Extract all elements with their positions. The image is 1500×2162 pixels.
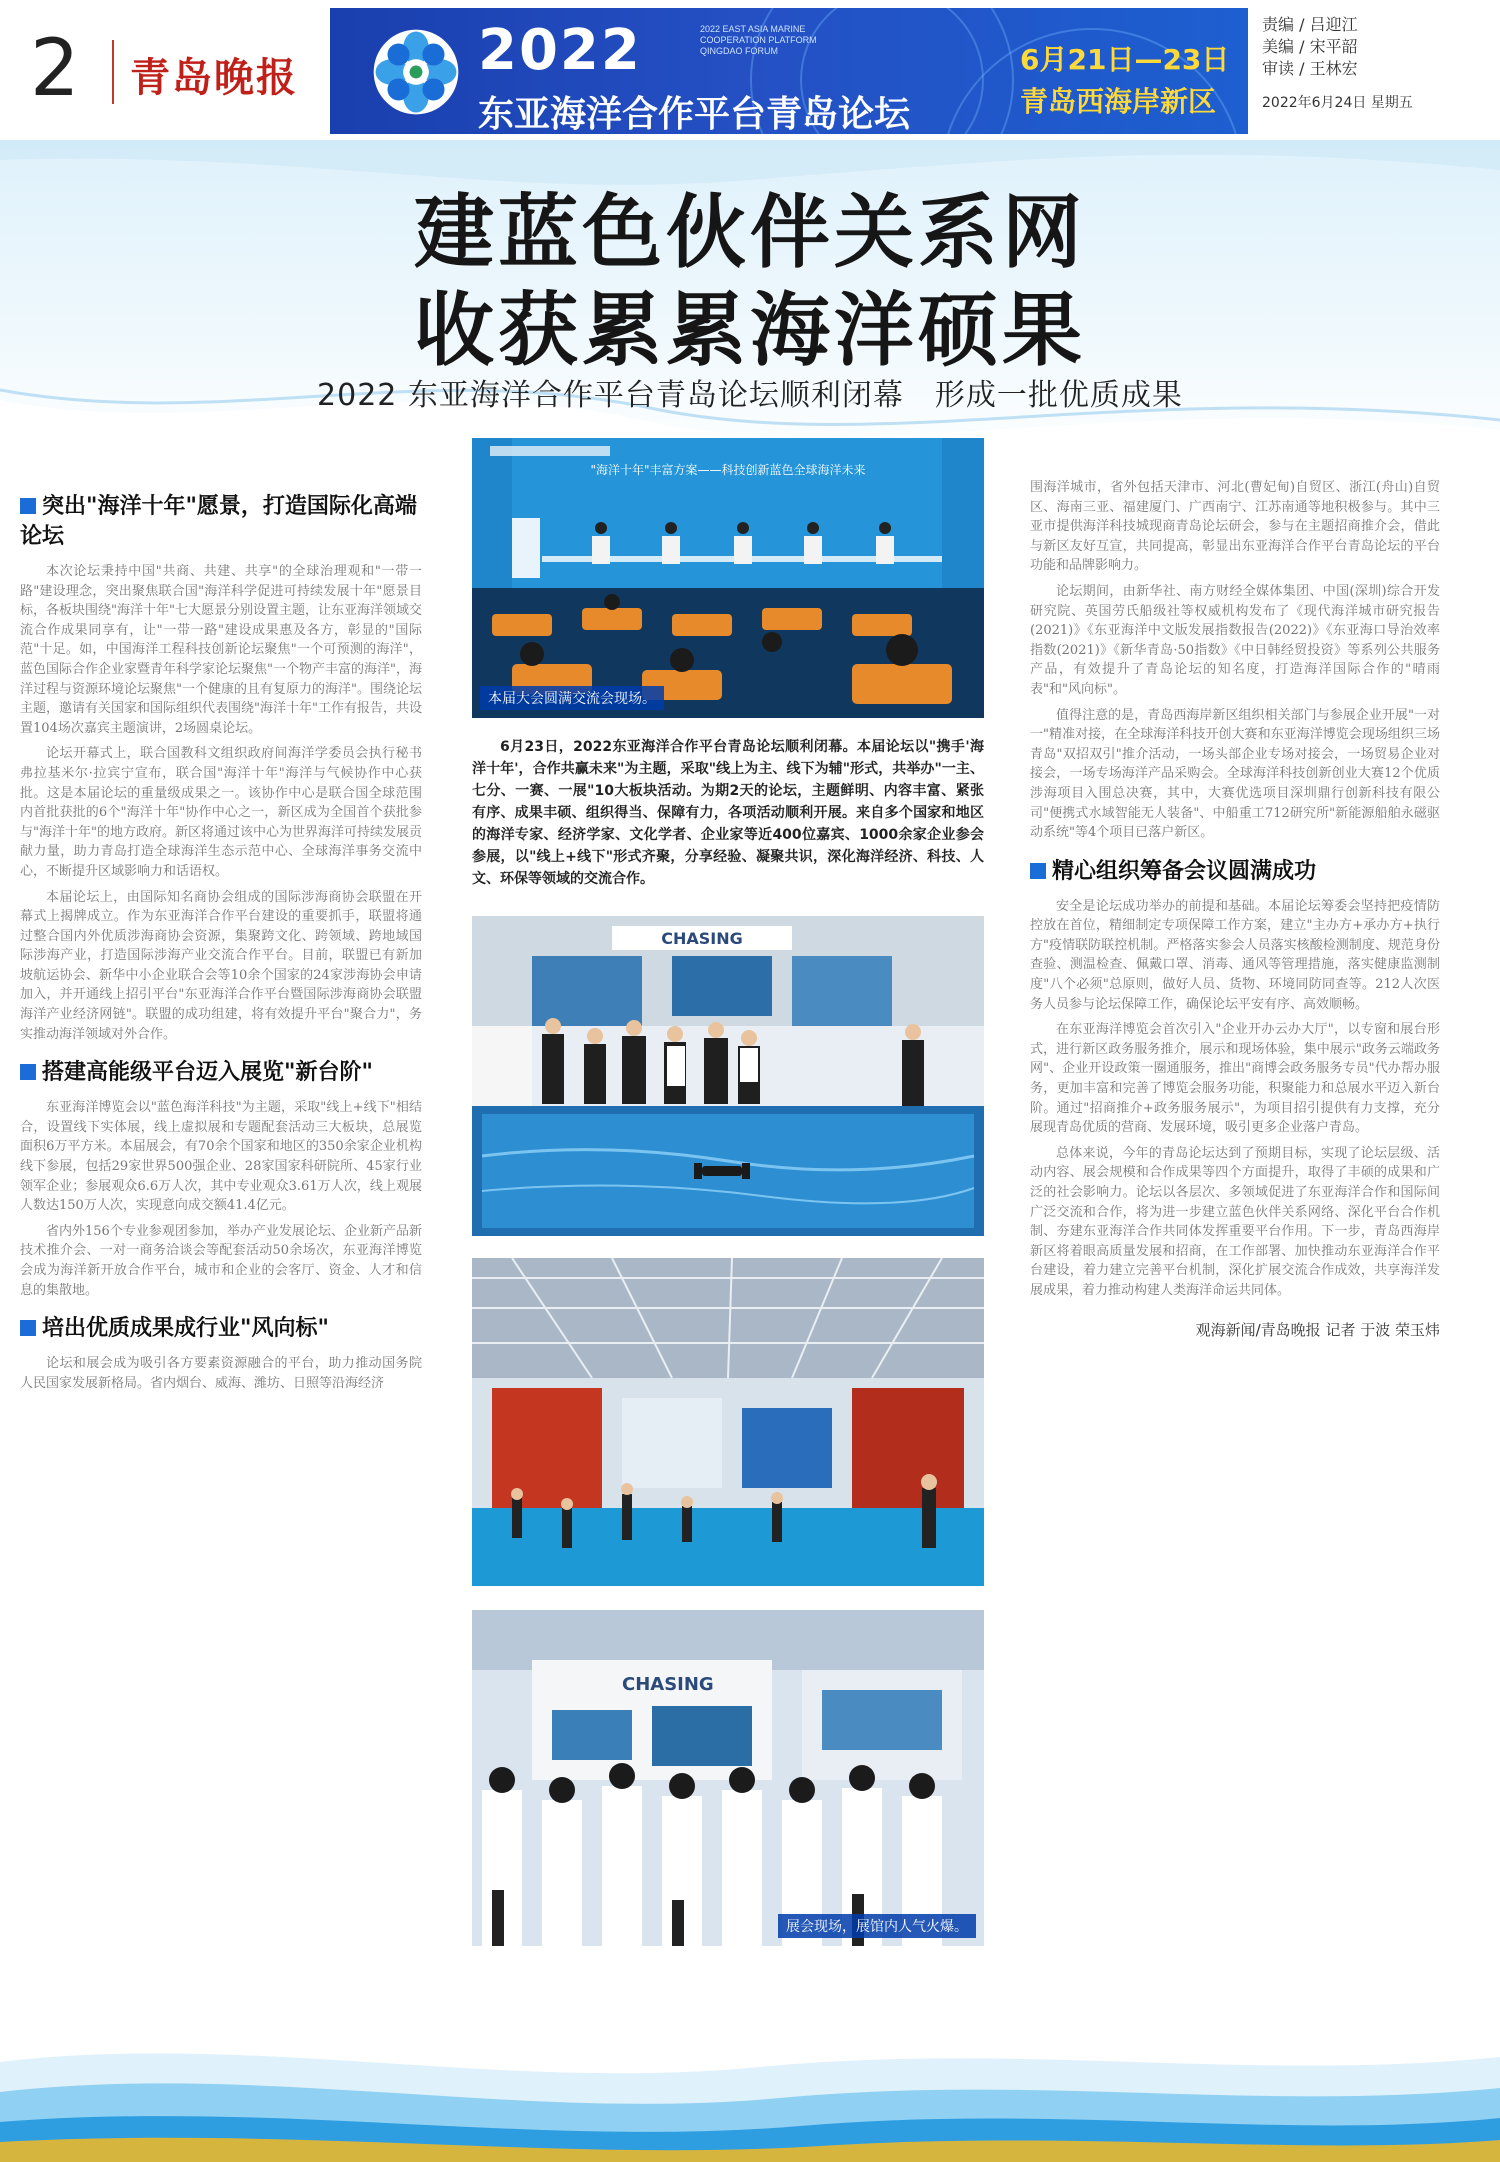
article-paragraph: 值得注意的是，青岛西海岸新区组织相关部门与参展企业开展"一对一"精准对接，在全球海洋科技开创大赛和东亚海洋博览会现场组织三场青岛"双招双引"推介活动，一场头部企业专场对接会，一场贸易企业对接会，一场专场海洋产品采购会。全球海洋科技创新创业大赛12个优质涉海项目入围总决赛，其中，大赛优选项目深圳鼎行创新科技有限公司"便携式水域智能无人装备"、中船重工712研究所"新能源船舶永磁驱动系统"等4个项目已落户新区。 <box>1030 707 1440 841</box>
masthead-divider <box>112 40 114 104</box>
forum-english-name: 2022 EAST ASIA MARINE COOPERATION PLATFORM QINGDAO FORUM <box>700 24 817 56</box>
crowd-booth-image <box>472 1610 984 1946</box>
newspaper-name: 青岛晚报 <box>130 54 298 101</box>
forum-title: 东亚海洋合作平台青岛论坛 <box>478 94 911 134</box>
article-paragraph: 东亚海洋博览会以"蓝色海洋科技"为主题，采取"线上+线下"相结合，设置线下实体展，线上虚拟展和专题配套活动三大板块，总展览面积6万平方米。本届展会，有70余个国家和地区的350余家企业机构线下参展，包括29家世界500强企业、28家国家科研院所、45家行业领军企业；参展观众6.6万人次，其中专业观众3.61万人次，线上观展人数达150万人次，实现意向成交额41.4亿元。 <box>20 1100 422 1214</box>
article-paragraph: 总体来说，今年的青岛论坛达到了预期目标，实现了论坛层级、活动内容、展会规模和合作成果等四个方面提升，取得了丰硕的成果和广泛的社会影响力。论坛以各层次、多领域促进了东亚海洋合作和国际间广泛交流和合作，将为进一步建立蓝色伙伴关系网络、深化平台合作机制、夯建东亚海洋合作共同体发挥重要平台作用。下一步，青岛西海岸新区将着眼高质量发展和招商，在工作部署、加快推动东亚海洋合作平台建设，着力建立完善平台机制，深化扩展交流合作成效，共享海洋发展成果，着力推动构建人类海洋命运共同体。 <box>1030 1145 1440 1298</box>
section-marker-icon <box>1030 863 1046 879</box>
forum-stage-image <box>472 438 984 718</box>
article-paragraph: 省内外156个专业参观团参加，举办产业发展论坛、企业新产品新技术推介会、一对一商务洽谈会等配套活动50余场次，东亚海洋博览会成为海洋新开放合作平台，城市和企业的会客厅、资金、人才和信息的集散地。 <box>20 1223 422 1298</box>
article-paragraph: 论坛和展会成为吸引各方要素资源融合的平台，助力推动国务院人民国家发展新格局。省内烟台、威海、潍坊、日照等沿海经济 <box>20 1356 422 1391</box>
footer-wave-decoration <box>0 2022 1500 2162</box>
section-heading <box>20 1058 422 1088</box>
section-marker-icon <box>20 1064 36 1080</box>
headline-subtitle: 2022 东亚海洋合作平台青岛论坛顺利闭幕 形成一批优质成果 <box>317 378 1183 413</box>
photo-underwater-drone-booth <box>472 916 984 1236</box>
section-title: 搭建高能级平台迈入展览"新台阶" <box>42 1060 373 1086</box>
stage-banner-text: "海洋十年"丰富方案——科技创新蓝色全球海洋未来 <box>590 463 866 477</box>
photo-forum-stage <box>472 438 984 718</box>
forum-banner <box>330 8 1248 134</box>
section-heading <box>1030 857 1440 887</box>
credit-editor: 责编 / 吕迎江 <box>1262 15 1358 34</box>
booth-brand-text: CHASING <box>661 929 743 948</box>
editor-credits <box>1262 14 1413 114</box>
section-heading <box>20 492 422 552</box>
booth-pool-image <box>472 916 984 1236</box>
section-marker-icon <box>20 498 36 514</box>
article-paragraph: 围海洋城市，省外包括天津市、河北(曹妃甸)自贸区、浙江(舟山)自贸区、海南三亚、福建厦门、广西南宁、江苏南通等地积极参与。其中三亚市提供海洋科技城现商青岛论坛研会，参与在主题招商推介会，借此与新区友好互宣，共同提高，彰显出东亚海洋合作平台青岛论坛的平台功能和品牌影响力。 <box>1030 480 1440 574</box>
forum-logo-icon <box>370 26 462 118</box>
forum-place: 青岛西海岸新区 <box>1020 85 1217 118</box>
photo-expo-hall <box>472 1258 984 1586</box>
article-byline: 观海新闻/青岛晚报 记者 于波 荣玉炜 <box>1195 1320 1440 1339</box>
forum-dates: 6月21日—23日 <box>1020 43 1230 76</box>
booth-brand-text: CHASING <box>622 1674 714 1695</box>
article-paragraph: 本届论坛上，由国际知名商协会组成的国际涉海商协会联盟在开幕式上揭牌成立。作为东亚海洋合作平台建设的重要抓手，联盟将通过整合国内外优质涉海商协会资源，集聚跨文化、跨领域、跨地域国际涉海产业，打造国际涉海产业交流合作平台。目前，联盟已有新加坡航运协会、新华中小企业联合会等10余个国家的24家涉海协会申请加入，并开通线上招引平台"东亚海洋合作平台暨国际涉海商协会联盟海洋产业经济网链"。联盟的成功组建，将有效提升平台"聚合力"，务实推动海洋领域对外合作。 <box>20 889 422 1042</box>
section-marker-icon <box>20 1320 36 1336</box>
photo-crowd-booth <box>472 1610 984 1946</box>
section-title: 培出优质成果成行业"风向标" <box>42 1316 329 1342</box>
photo-caption: 本届大会圆满交流会现场。 <box>480 686 664 710</box>
masthead <box>0 0 1500 140</box>
article-paragraph: 在东亚海洋博览会首次引入"企业开办云办大厅"，以专窗和展台形式，进行新区政务服务推介，展示和现场体验，集中展示"政务云端政务网"、企业开设政策一圈通服务，推出"商博会政务服务专员"代办帮办服务，更加丰富和完善了博览会服务功能，积聚能力和总展水平迈入新台阶。通过"招商推介+政务服务展示"，为项目招引提供有力支撑，充分展现青岛优质的营商、发展环境，吸引更多企业落户青岛。 <box>1030 1022 1440 1136</box>
expo-hall-image <box>472 1258 984 1586</box>
section-heading <box>20 1314 422 1344</box>
credit-proofreader: 审读 / 王林宏 <box>1262 59 1358 78</box>
left-column <box>20 488 422 1399</box>
lead-paragraph: 6月23日，2022东亚海洋合作平台青岛论坛顺利闭幕。本届论坛以"携手'海洋十年'，合作共赢未来"为主题，采取"线上为主、线下为辅"形式，共举办"一主、七分、一赛、一展"10大板块活动。为期2天的论坛，主题鲜明、内容丰富、紧张有序、成果丰硕、组织得当、保障有力，各项活动顺利开展。来自多个国家和地区的海洋专家、经济学家、文化学者、企业家等近400位嘉宾、1000余家企业参会参展，以"线上+线下"形式齐聚，分享经验、凝聚共识，深化海洋经济、科技、人文、环保等领域的交流合作。 <box>472 739 984 887</box>
headline-line-2: 收获累累海洋硕果 <box>414 284 1086 377</box>
photo-caption: 展会现场，展馆内人气火爆。 <box>778 1914 976 1938</box>
article-paragraph: 安全是论坛成功举办的前提和基础。本届论坛筹委会坚持把疫情防控放在首位，精细制定专项保障工作方案，建立"主办方+承办方+执行方"疫情联防联控机制。严格落实参会人员落实核酸检测制度、规范身份查验、测温检查、佩戴口罩、消毒、通风等管理措施，落实健康监测制度"八个必须"总原则，做好人员、货物、环境同防同查等。212人次医务人员参与论坛保障工作，确保论坛平安有序、高效顺畅。 <box>1030 898 1440 1012</box>
article-paragraph: 论坛期间，由新华社、南方财经全媒体集团、中国(深圳)综合开发研究院、英国劳氏船级社等权威机构发布了《现代海洋城市研究报告(2021)》《东亚海洋中文版发展指数报告(2022)》《东亚海口导治效率指数(2021)》《新华青岛·50指数》《中日韩经贸投资》等系列公共服务产品，有效提升了青岛论坛的知名度，打造海洋国际合作的"晴雨表"和"风向标"。 <box>1030 583 1440 697</box>
issue-date: 2022年6月24日 星期五 <box>1262 95 1413 111</box>
forum-year: 2022 <box>478 18 642 83</box>
page-number: 2 <box>30 24 80 114</box>
article-paragraph: 论坛开幕式上，联合国教科文组织政府间海洋学委员会执行秘书弗拉基米尔·拉宾宁宣布，联合国"海洋十年"海洋与气候协作中心获批。这是本届论坛的重量级成果之一。该协作中心是联合国全球范围内首批获批的6个"海洋十年"协作中心之一，新区成为全国首个获批参与"海洋十年"的地方政府。新区将通过该中心为世界海洋可持续发展贡献力量，助力青岛打造全球海洋生态示范中心、全球海洋事务交流中心，不断提升区域影响力和话语权。 <box>20 746 422 879</box>
section-title: 精心组织筹备会议圆满成功 <box>1052 858 1317 884</box>
section-title: 突出"海洋十年"愿景，打造国际化高端论坛 <box>20 494 417 549</box>
middle-column <box>472 438 984 1946</box>
credit-designer: 美编 / 宋平韶 <box>1262 37 1358 56</box>
headline-line-1: 建蓝色伙伴关系网 <box>414 186 1086 279</box>
right-column <box>1030 478 1440 1340</box>
article-paragraph: 本次论坛秉持中国"共商、共建、共享"的全球治理观和"一带一路"建设理念，突出聚焦联合国"海洋科学促进可持续发展十年"愿景目标，各板块围绕"海洋十年"七大愿景分别设置主题，让东亚海洋领域交流合作成果同享有，让"一带一路"建设成果惠及各方，彰显的"国际范"十足。如，中国海洋工程科技创新论坛聚焦"一个可预测的海洋"，蓝色国际合作企业家暨青年科学家论坛聚焦"一个物产丰富的海洋"，海洋过程与资源环境论坛聚焦"一个健康的且有复原力的海洋"。围绕论坛主题，邀请有关国家和国际组织代表围绕"海洋十年"工作有报告，共设置104场次嘉宾主题演讲，2场圆桌论坛。 <box>20 564 422 736</box>
